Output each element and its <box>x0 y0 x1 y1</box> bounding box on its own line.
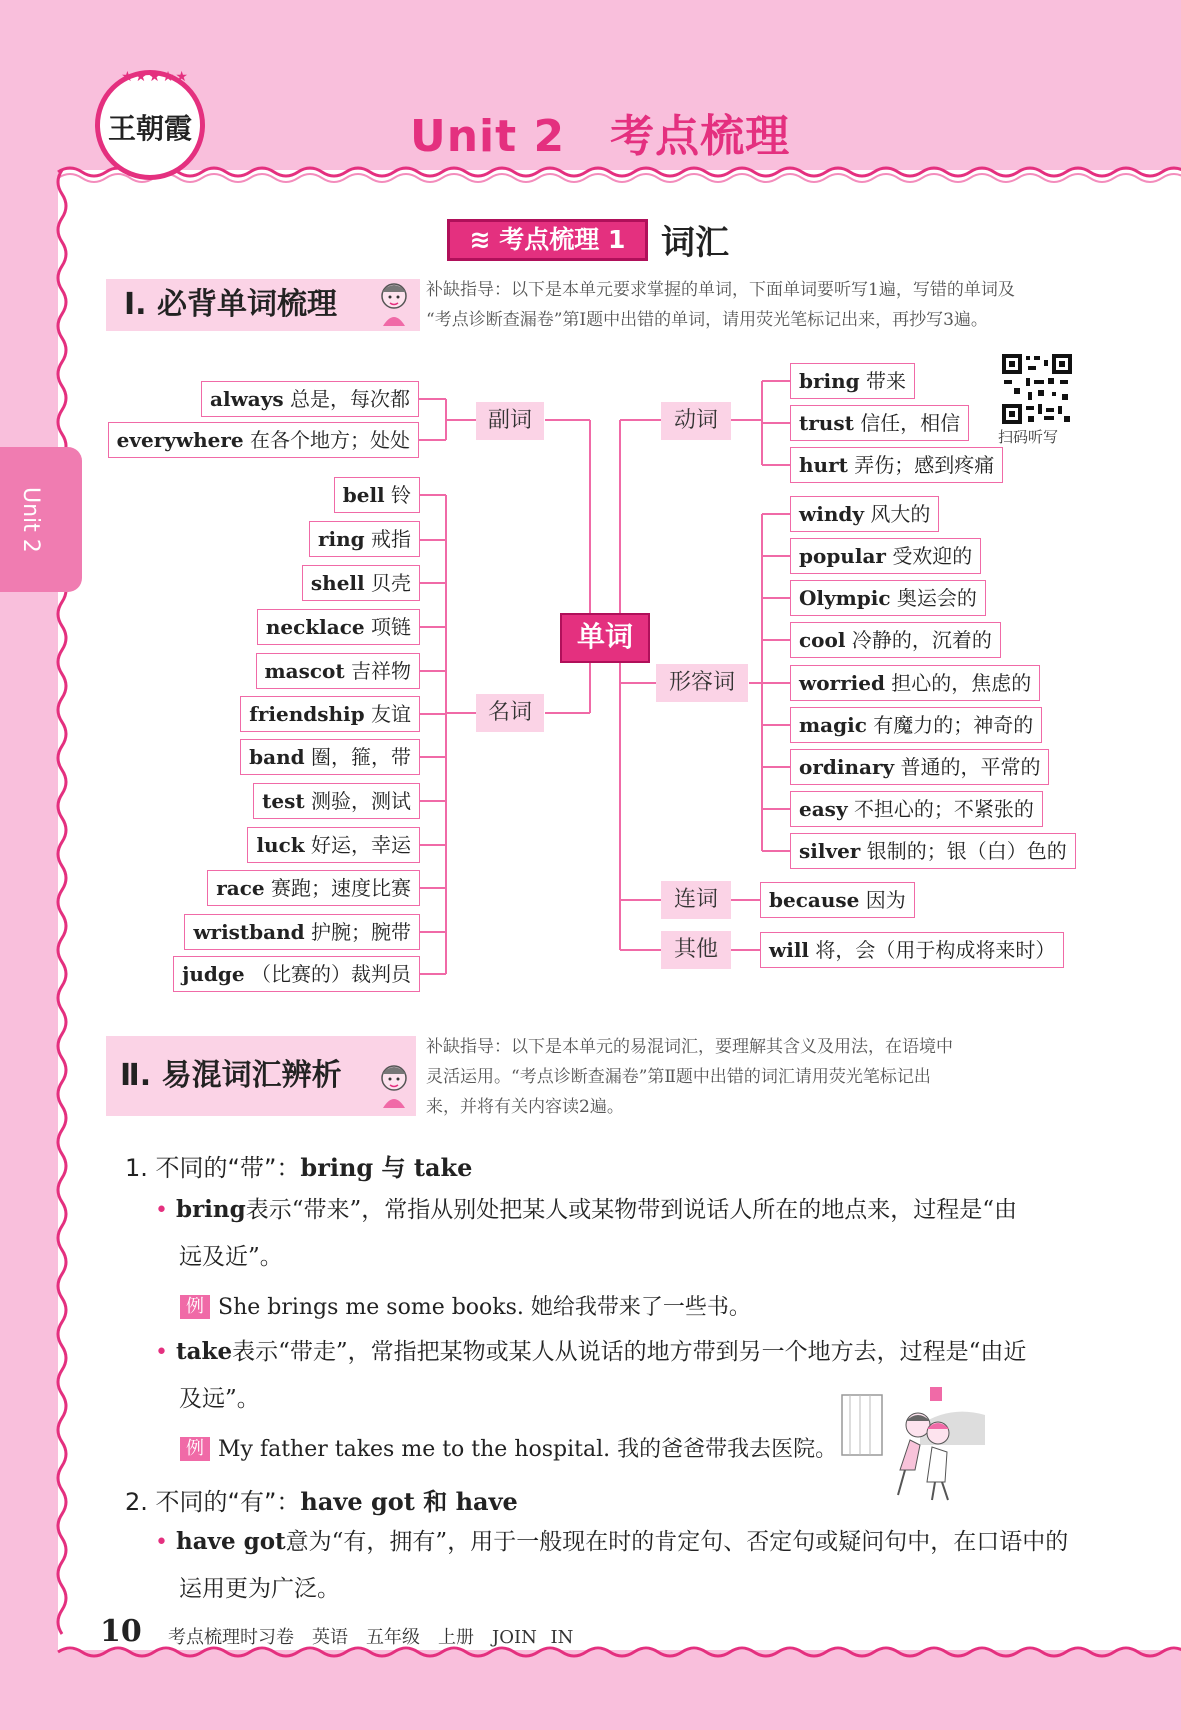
word-box: bell 铃 <box>334 477 420 513</box>
category-noun: 名词 <box>476 694 544 732</box>
page-number: 10 <box>100 1614 142 1649</box>
word-box: because 因为 <box>760 882 915 918</box>
part2-guide-line1: 补缺指导：以下是本单元的易混词汇，要理解其含义及用法，在语境中 <box>426 1037 953 1057</box>
side-tab-label: Unit 2 <box>18 487 43 553</box>
item-title: 2. 不同的“有”：have got 和 have <box>125 1487 518 1516</box>
word-box: necklace 项链 <box>257 609 420 645</box>
word-box: race 赛跑；速度比赛 <box>207 870 420 906</box>
word-box: silver 银制的；银（白）色的 <box>790 833 1076 869</box>
part1-heading: Ⅰ. 必背单词梳理 <box>106 279 420 331</box>
category-adverb: 副词 <box>476 402 544 440</box>
category-adjective: 形容词 <box>656 664 748 702</box>
word-box: luck 好运，幸运 <box>247 827 420 863</box>
example-bring: 例 She brings me some books. 她给我带来了一些书。 <box>180 1290 751 1321</box>
word-box: band 圈，箍，带 <box>240 739 420 775</box>
cartoon-boy-icon <box>375 1060 413 1110</box>
qr-label: 扫码听写 <box>998 428 1059 446</box>
page-title: Unit 2 考点梳理 <box>410 111 791 162</box>
bullet-bring: • bring表示“带来”，常指从别处把某人或某物带到说话人所在的地点来，过程是“由 远及近”。 <box>155 1196 1018 1270</box>
word-box: Olympic 奥运会的 <box>790 580 986 616</box>
word-box: wristband 护腕；腕带 <box>184 914 420 950</box>
word-box: easy 不担心的；不紧张的 <box>790 791 1043 827</box>
item-title: 1. 不同的“带”：bring 与 take <box>125 1153 473 1182</box>
example-tag: 例 <box>180 1437 210 1461</box>
category-conjunction: 连词 <box>661 881 731 919</box>
part1-guide-line2: “考点诊断查漏卷”第Ⅰ题中出错的单词，请用荧光笔标记出来，再抄写3遍。 <box>426 310 988 330</box>
logo-name: 王朝霞 <box>107 112 192 145</box>
word-box: test 测验，测试 <box>253 783 420 819</box>
word-box: bring 带来 <box>790 363 915 399</box>
word-box: will 将，会（用于构成将来时） <box>760 932 1064 968</box>
word-box: mascot 吉祥物 <box>256 653 421 689</box>
word-box: trust 信任，相信 <box>790 405 969 441</box>
example-tag: 例 <box>180 1295 210 1319</box>
bullet-have-got: • have got意为“有，拥有”，用于一般现在时的肯定句、否定句或疑问句中，在口语中的 运用更为广泛。 <box>155 1528 1069 1602</box>
section-banner: ≋ 考点梳理 1 <box>447 219 648 261</box>
logo-stars: ★★★★★ <box>121 69 189 85</box>
bullet-take: • take表示“带走”，常指把某物或某人从说话的地方带到另一个地方去，过程是“由近 及远”。 <box>155 1338 1027 1412</box>
word-box: magic 有魔力的；神奇的 <box>790 707 1042 743</box>
word-box: cool 冷静的，沉着的 <box>790 622 1001 658</box>
word-box: popular 受欢迎的 <box>790 538 981 574</box>
word-box: everywhere 在各个地方；处处 <box>108 422 419 458</box>
word-box: ordinary 普通的，平常的 <box>790 749 1049 785</box>
word-box: ring 戒指 <box>309 521 420 557</box>
children-illustration <box>840 1385 990 1505</box>
part2-guide-line3: 来，并将有关内容读2遍。 <box>426 1097 624 1117</box>
footer-text: 考点梳理时习卷 英语 五年级 上册 JOIN IN <box>168 1627 574 1648</box>
word-box: windy 风大的 <box>790 496 939 532</box>
part2-guide-line2: 灵活运用。“考点诊断查漏卷”第Ⅱ题中出错的词汇请用荧光笔标记出 <box>426 1067 931 1087</box>
part2-guide <box>426 1032 953 1122</box>
word-box: worried 担心的，焦虑的 <box>790 665 1040 701</box>
part2-heading: Ⅱ. 易混词汇辨析 <box>106 1036 416 1116</box>
mindmap-center: 单词 <box>560 613 650 663</box>
part1-guide-line1: 补缺指导：以下是本单元要求掌握的单词，下面单词要听写1遍，写错的单词及 <box>426 280 1015 300</box>
word-box: always 总是，每次都 <box>201 381 419 417</box>
example-take: 例 My father takes me to the hospital. 我的爸爸带我去医院。 <box>180 1432 837 1463</box>
word-box: hurt 弄伤；感到疼痛 <box>790 447 1003 483</box>
word-box: friendship 友谊 <box>240 696 420 732</box>
word-box: judge （比赛的）裁判员 <box>173 956 420 992</box>
category-other: 其他 <box>661 931 731 969</box>
word-box: shell 贝壳 <box>302 565 420 601</box>
section-topic: 词汇 <box>661 223 729 263</box>
category-verb: 动词 <box>661 402 731 440</box>
